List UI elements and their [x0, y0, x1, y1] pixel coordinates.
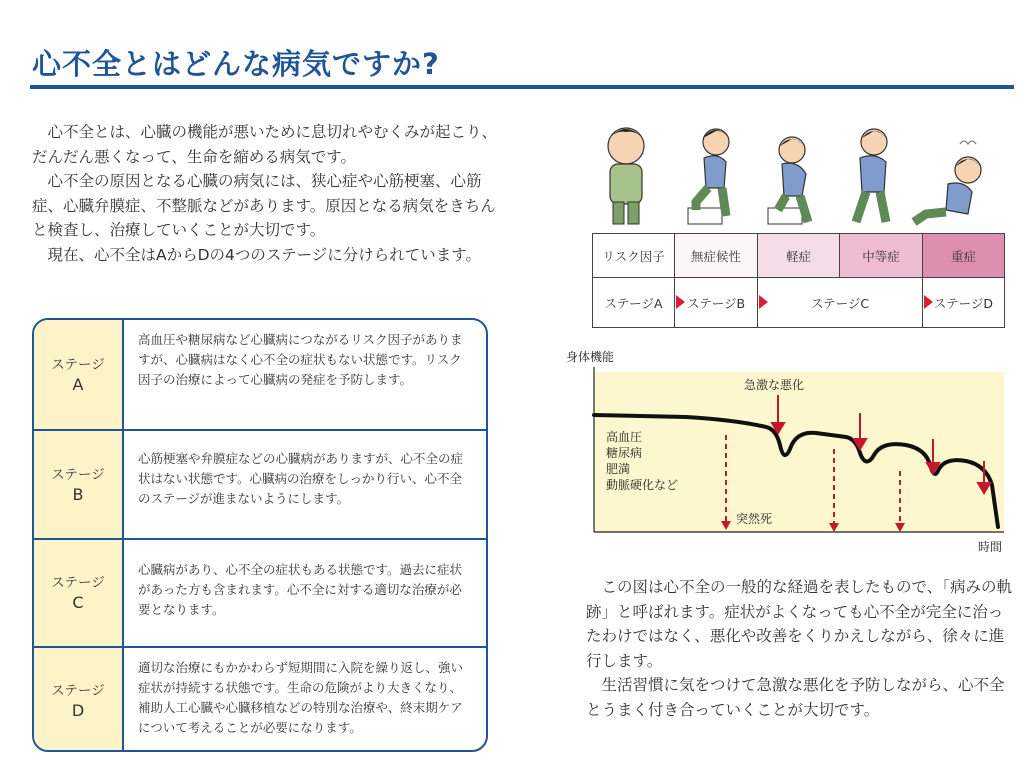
- walking-person-illustration: [856, 129, 887, 222]
- severity-cell: 中等症: [840, 234, 923, 278]
- intro-paragraph: 心不全の原因となる心臓の病気には、狭心症や心筋梗塞、心筋症、心臓弁膜症、不整脈などがあります。原因となる病気をきちんと検査し、治療していくことが大切です。: [32, 172, 496, 239]
- tired-person-illustration: [768, 137, 808, 224]
- title-underline: [30, 85, 1014, 89]
- severity-stage-table: [592, 233, 1005, 328]
- intro-paragraph: 現在、心不全はAからDの4つのステージに分けられています。: [47, 245, 482, 264]
- explanation-text: [586, 575, 1018, 722]
- stage-label-cell: [34, 431, 124, 538]
- stage-definition-table: [32, 318, 488, 752]
- intro-paragraph: 心不全とは、心臓の機能が悪いために息切れやむくみが起こり、だんだん悪くなって、生命を縮める病気です。: [32, 123, 498, 166]
- risk-factor-label: 動脈硬化など: [606, 478, 679, 492]
- intro-text: [32, 120, 502, 267]
- stage-cell: ステージD: [933, 295, 994, 311]
- sudden-worsening-label: 急激な悪化: [744, 378, 805, 392]
- chart-background: [594, 372, 1004, 532]
- stage-row-a: [34, 320, 486, 429]
- stage-label: ステージ: [51, 466, 105, 483]
- severity-cell: 重症: [923, 234, 1004, 278]
- stage-cell: ステージA: [593, 278, 675, 327]
- stage-label-cell: [34, 320, 124, 429]
- stage-label-cell: [34, 540, 124, 646]
- y-axis-label: 身体機能: [566, 350, 615, 364]
- stage-cell: ステージC: [758, 278, 923, 327]
- stage-label: ステージ: [51, 356, 105, 373]
- stage-letter: B: [72, 484, 84, 504]
- stage-letter: D: [71, 701, 85, 720]
- stage-transition-arrow: [924, 295, 933, 309]
- stage-label: ステージ: [51, 575, 105, 591]
- illness-trajectory-diagram: [566, 345, 1018, 560]
- collapsed-person-illustration: [914, 141, 981, 222]
- stage-transition-arrow: [759, 295, 768, 309]
- risk-factor-label: 肥満: [606, 462, 631, 476]
- standing-person-illustration: [608, 128, 644, 224]
- climbing-person-illustration: [688, 129, 729, 224]
- stage-description: 適切な治療にもかかわらず短期間に入院を繰り返し、強い症状が持続する状態です。生命の危険がより大きくなり、補助人工心臓や心臓移植などの特別な治療や、終末期ケアについて考えることが必要になります。: [138, 660, 464, 735]
- stage-transition-arrow: [676, 295, 685, 309]
- explanation-paragraph: この図は心不全の一般的な経過を表したもので、「病みの軌跡」と呼ばれます。症状がよくなっても心不全が完全に治ったわけではなく、悪化や改善をくりかえしながら、徐々に進行します。: [586, 578, 1012, 670]
- stage-description: 心臓病があり、心不全の症状もある状態です。過去に症状があった方も含まれます。心不全に対する適切な治療が必要となります。: [138, 562, 463, 617]
- risk-factor-label: 高血圧: [606, 430, 643, 444]
- stage-row-b: [34, 429, 486, 538]
- explanation-paragraph: 生活習慣に気をつけて急激な悪化を予防しながら、心不全とうまく付き合っていくことが大切です。: [586, 676, 1005, 719]
- x-axis-label: 時間: [978, 540, 1003, 554]
- stage-row-d: [34, 646, 486, 752]
- page-title: 心不全とはどんな病気ですか?: [32, 47, 440, 81]
- severity-cell: 無症候性: [675, 234, 758, 278]
- risk-factor-label: 糖尿病: [606, 446, 643, 460]
- patient-illustrations: [596, 118, 1006, 228]
- stage-label: ステージ: [51, 683, 105, 699]
- trajectory-svg: [566, 345, 1018, 560]
- stage-letter: C: [72, 593, 84, 612]
- stage-description: 心筋梗塞や弁膜症などの心臓病がありますが、心不全の症状はない状態です。心臓病の治療をしっかり行い、心不全のステージが進まないようにします。: [138, 451, 464, 506]
- severity-cell: リスク因子: [593, 234, 675, 278]
- stage-cell: ステージB: [675, 278, 758, 327]
- sudden-death-label: 突然死: [736, 512, 773, 526]
- stage-label-cell: [34, 648, 124, 752]
- stage-row-c: [34, 538, 486, 646]
- stage-description: 高血圧や糖尿病など心臓病につながるリスク因子がありますが、心臓病はなく心不全の症状もない状態です。リスク因子の治療によって心臓病の発症を予防します。: [138, 332, 463, 387]
- severity-cell: 軽症: [758, 234, 840, 278]
- stage-letter: A: [72, 374, 84, 394]
